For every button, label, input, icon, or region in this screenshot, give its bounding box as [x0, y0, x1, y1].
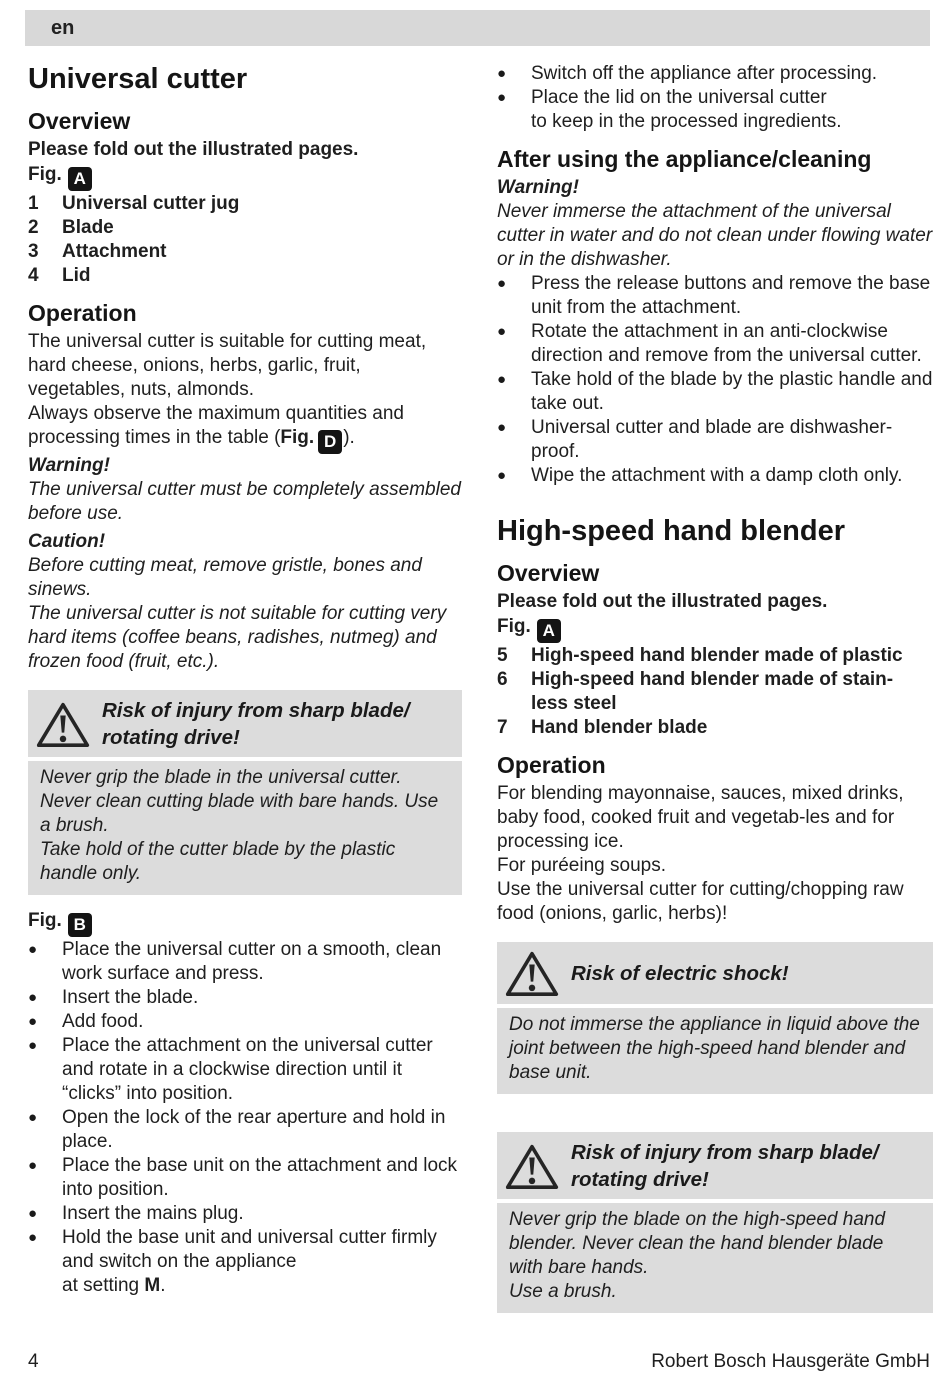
operation-heading: Operation	[497, 752, 606, 778]
operation-paragraph: The universal cutter is suitable for cutting meat, hard cheese, onions, herbs, garlic, fruit, vegetables, nuts, almonds.	[28, 331, 427, 400]
safety-warning-title: Risk of injury from sharp blade/ rotating drive!	[102, 699, 410, 749]
operation-paragraph: Use the universal cutter for cutting/chopping raw food (onions, garlic, herbs)!	[497, 879, 904, 924]
list-item	[28, 1010, 462, 1034]
figure-label: Fig.	[28, 910, 62, 931]
list-item	[497, 716, 933, 740]
step-text: Place the attachment on the universal cutter and rotate in a clockwise direction until it “clicks” into position.	[62, 1035, 433, 1104]
language-tab-bar	[25, 10, 930, 46]
parts-list	[497, 644, 933, 740]
step-text: Press the release buttons and remove the base unit from the attachment.	[531, 273, 931, 318]
item-number: 2	[28, 217, 39, 238]
item-number: 1	[28, 193, 39, 214]
safety-warning-line: Do not immerse the appliance in liquid above the joint between the high-speed hand blender and base unit.	[509, 1014, 920, 1083]
figure-letter-badge: A	[537, 619, 561, 643]
overview-intro: Please fold out the illustrated pages.	[497, 591, 828, 612]
text-run: ).	[343, 427, 355, 448]
safety-warning-body	[497, 1008, 933, 1094]
bullet-icon: ●	[497, 65, 507, 82]
figure-label: Fig.	[280, 427, 315, 448]
bullet-icon: ●	[28, 1013, 38, 1030]
warning-triangle-icon	[36, 700, 102, 749]
item-line: High-speed hand blender made of stain-	[531, 669, 894, 690]
figure-letter-badge: D	[318, 430, 342, 454]
figure-a-reference	[28, 163, 462, 191]
language-code: en	[51, 17, 75, 39]
step-text: Place the universal cutter on a smooth, clean work surface and press.	[62, 939, 442, 984]
warning-label: Warning!	[497, 177, 579, 198]
overview-heading: Overview	[497, 560, 600, 586]
text-run: .	[160, 1275, 166, 1296]
item-text: Lid	[62, 265, 91, 286]
list-item	[28, 1202, 462, 1226]
bullet-icon: ●	[497, 467, 507, 484]
bullet-icon: ●	[497, 419, 507, 436]
list-item	[497, 368, 933, 416]
chapter-title-universal-cutter: Universal cutter	[28, 63, 248, 95]
step-text: Rotate the attachment in an anti-clockwise direction and remove from the universal cutter.	[531, 321, 922, 366]
list-item	[497, 86, 933, 134]
bullet-icon: ●	[497, 371, 507, 388]
cleaning-steps-list	[497, 272, 933, 488]
warning-text: Never immerse the attachment of the universal cutter in water and do not clean under flowing water or in the dishwasher.	[497, 201, 933, 270]
step-line: Place the lid on the universal cutter	[531, 87, 827, 108]
blade-injury-warning-box	[497, 1132, 933, 1313]
step-text: Switch off the appliance after processing.	[531, 63, 878, 84]
list-item	[497, 416, 933, 464]
item-text: Blade	[62, 217, 114, 238]
safety-warning-header	[497, 1132, 933, 1199]
item-text: High-speed hand blender made of plastic	[531, 645, 903, 666]
step-line	[62, 1274, 462, 1298]
list-item	[28, 1034, 462, 1106]
item-number: 6	[497, 669, 508, 690]
safety-warning-header	[497, 942, 933, 1004]
bullet-icon: ●	[497, 275, 507, 292]
figure-b-reference	[28, 909, 462, 937]
list-item	[497, 62, 933, 86]
list-item	[28, 1154, 462, 1202]
item-number: 5	[497, 645, 508, 666]
operation-paragraph-fig	[28, 402, 462, 454]
warning-triangle-icon	[505, 1142, 571, 1191]
list-item	[28, 216, 462, 240]
bullet-icon: ●	[28, 1205, 38, 1222]
warning-text: The universal cutter must be completely assembled before use.	[28, 479, 461, 524]
step-text: Insert the blade.	[62, 987, 199, 1008]
assembly-steps-list	[28, 938, 462, 1298]
warning-label: Warning!	[28, 455, 110, 476]
step-text: Insert the mains plug.	[62, 1203, 244, 1224]
item-number: 4	[28, 265, 39, 286]
right-column	[497, 62, 933, 1327]
bullet-icon: ●	[28, 1109, 38, 1126]
list-item	[28, 1226, 462, 1298]
figure-label: Fig.	[497, 616, 531, 637]
list-item	[497, 464, 933, 488]
figure-label: Fig.	[28, 164, 62, 185]
safety-warning-line: Use a brush.	[509, 1281, 617, 1302]
list-item	[28, 986, 462, 1010]
step-text	[62, 1226, 462, 1298]
list-item	[28, 192, 462, 216]
operation-paragraph: For blending mayonnaise, sauces, mixed drinks, baby food, cooked fruit and vegetab-les and for processing ice.	[497, 783, 904, 852]
step-text: Open the lock of the rear aperture and hold in place.	[62, 1107, 446, 1152]
bullet-icon: ●	[28, 1037, 38, 1054]
bullet-icon: ●	[28, 941, 38, 958]
bullet-icon: ●	[28, 989, 38, 1006]
parts-list	[28, 192, 462, 288]
step-line: to keep in the processed ingredients.	[531, 111, 842, 132]
step-text: Add food.	[62, 1011, 144, 1032]
bullet-icon: ●	[497, 323, 507, 340]
safety-warning-line: Never grip the blade on the high-speed hand blender. Never clean the hand blender blade with bare hands.	[509, 1209, 886, 1278]
item-text	[531, 668, 893, 716]
item-number: 7	[497, 717, 508, 738]
figure-letter-badge: B	[68, 913, 92, 937]
list-item	[28, 1106, 462, 1154]
safety-warning-header	[28, 690, 462, 757]
item-text: Hand blender blade	[531, 717, 708, 738]
step-text	[531, 86, 933, 134]
step-text: Universal cutter and blade are dishwasher-proof.	[531, 417, 893, 462]
setting-m: M	[144, 1275, 161, 1296]
caution-label: Caution!	[28, 531, 106, 552]
safety-warning-line: Never clean cutting blade with bare hands. Use a brush.	[40, 791, 439, 836]
chapter-title-hand-blender: High-speed hand blender	[497, 515, 846, 547]
caution-text: The universal cutter is not suitable for cutting very hard items (coffee beans, radishes, nutmeg) and frozen food (fruit, etc.).	[28, 603, 447, 672]
step-text: Take hold of the blade by the plastic handle and take out.	[531, 369, 933, 414]
item-line: less steel	[531, 693, 617, 714]
item-text: Universal cutter jug	[62, 193, 240, 214]
operation-heading: Operation	[28, 300, 137, 326]
list-item	[28, 240, 462, 264]
list-item	[28, 264, 462, 288]
step-text: Wipe the attachment with a damp cloth only.	[531, 465, 903, 486]
warning-triangle-icon	[505, 949, 571, 998]
item-text: Attachment	[62, 241, 167, 262]
list-item	[28, 938, 462, 986]
text-run: at setting	[62, 1275, 145, 1296]
overview-intro: Please fold out the illustrated pages.	[28, 139, 359, 160]
safety-warning-line: Never grip the blade in the universal cutter.	[40, 767, 402, 788]
bullet-icon: ●	[28, 1157, 38, 1174]
caution-text: Before cutting meat, remove gristle, bones and sinews.	[28, 555, 422, 600]
safety-warning-title: Risk of electric shock!	[571, 962, 789, 985]
overview-heading: Overview	[28, 108, 131, 134]
safety-warning-body	[28, 761, 462, 895]
bullet-icon: ●	[497, 89, 507, 106]
left-column	[28, 62, 462, 1298]
bullet-icon: ●	[28, 1229, 38, 1246]
step-line: Hold the base unit and universal cutter firmly and switch on the appliance	[62, 1227, 437, 1272]
step-text: Place the base unit on the attachment and lock into position.	[62, 1155, 458, 1200]
figure-letter-badge: A	[68, 167, 92, 191]
safety-warning-body	[497, 1203, 933, 1313]
footer-company: Robert Bosch Hausgeräte GmbH	[651, 1351, 930, 1372]
list-item	[497, 320, 933, 368]
figure-a-reference	[497, 615, 933, 643]
text-run: Always observe the maximum quantities and processing times in the table (	[28, 403, 404, 448]
list-item	[497, 668, 933, 716]
safety-warning-line: Take hold of the cutter blade by the plastic handle only.	[40, 839, 396, 884]
finishing-steps-list	[497, 62, 933, 134]
safety-warning-title: Risk of injury from sharp blade/ rotating drive!	[571, 1141, 879, 1191]
list-item	[497, 272, 933, 320]
page-number: 4	[28, 1351, 39, 1372]
operation-paragraph: For puréeing soups.	[497, 855, 666, 876]
safety-warning-box	[28, 690, 462, 895]
electric-shock-warning-box	[497, 942, 933, 1094]
item-number: 3	[28, 241, 39, 262]
cleaning-heading: After using the appliance/cleaning	[497, 146, 872, 172]
list-item	[497, 644, 933, 668]
